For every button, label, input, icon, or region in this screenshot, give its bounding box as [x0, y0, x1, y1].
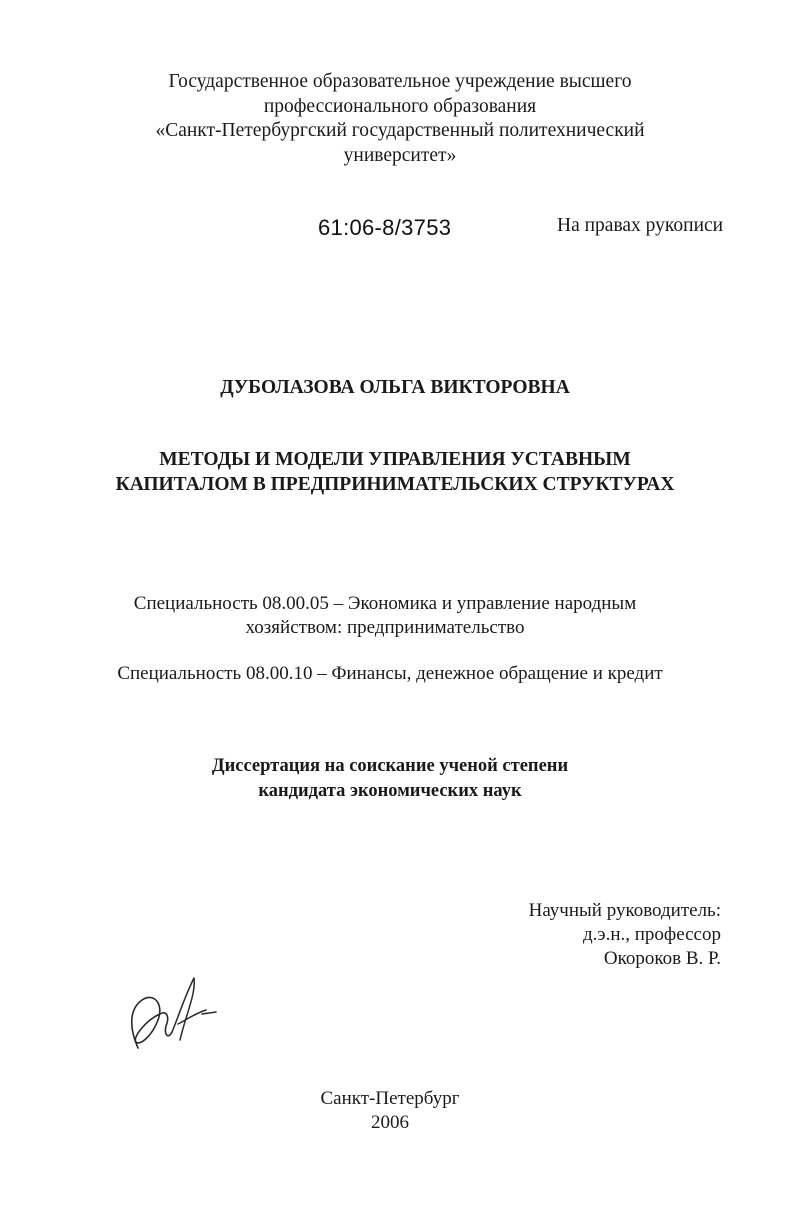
author-name: ДУБОЛАЗОВА ОЛЬГА ВИКТОРОВНА	[220, 377, 570, 398]
title-line: КАПИТАЛОМ В ПРЕДПРИНИМАТЕЛЬСКИХ СТРУКТУРАХ	[115, 474, 675, 495]
advisor-name: Окороков В. Р.	[603, 948, 721, 969]
specialty-1	[60, 592, 710, 640]
signature-stroke	[132, 997, 160, 1048]
signature-stroke	[160, 1013, 172, 1036]
dissertation-title	[60, 447, 730, 497]
city: Санкт-Петербург	[320, 1088, 460, 1109]
institution-line: Государственное образовательное учреждение высшего	[168, 71, 632, 92]
signature-stroke	[172, 978, 216, 1040]
degree-line: Диссертация на соискание ученой степени	[211, 756, 569, 776]
institution-line: университет»	[343, 144, 457, 166]
specialty-2: Специальность 08.00.10 – Финансы, денежное обращение и кредит	[117, 663, 663, 684]
year: 2006	[371, 1112, 409, 1133]
place-and-year	[300, 1087, 480, 1135]
degree-statement	[50, 754, 730, 804]
degree-line: кандидата экономических наук	[258, 781, 522, 801]
advisor-degree: д.э.н., профессор	[583, 924, 721, 945]
title-line: МЕТОДЫ И МОДЕЛИ УПРАВЛЕНИЯ УСТАВНЫМ	[159, 449, 631, 470]
specialty-line: Специальность 08.00.05 – Экономика и управление народным	[133, 593, 637, 614]
institution-line: «Санкт-Петербургский государственный политехнический	[155, 120, 645, 141]
advisor-label: Научный руководитель:	[528, 900, 721, 921]
catalog-code: 61:06-8/3753	[318, 215, 452, 240]
handwritten-signature	[120, 970, 220, 1060]
rights-note: На правах рукописи	[557, 215, 724, 236]
scientific-advisor	[529, 899, 721, 971]
institution-header	[60, 70, 740, 168]
institution-line: профессионального образования	[263, 95, 537, 117]
specialty-line: хозяйством: предпринимательство	[245, 617, 525, 638]
